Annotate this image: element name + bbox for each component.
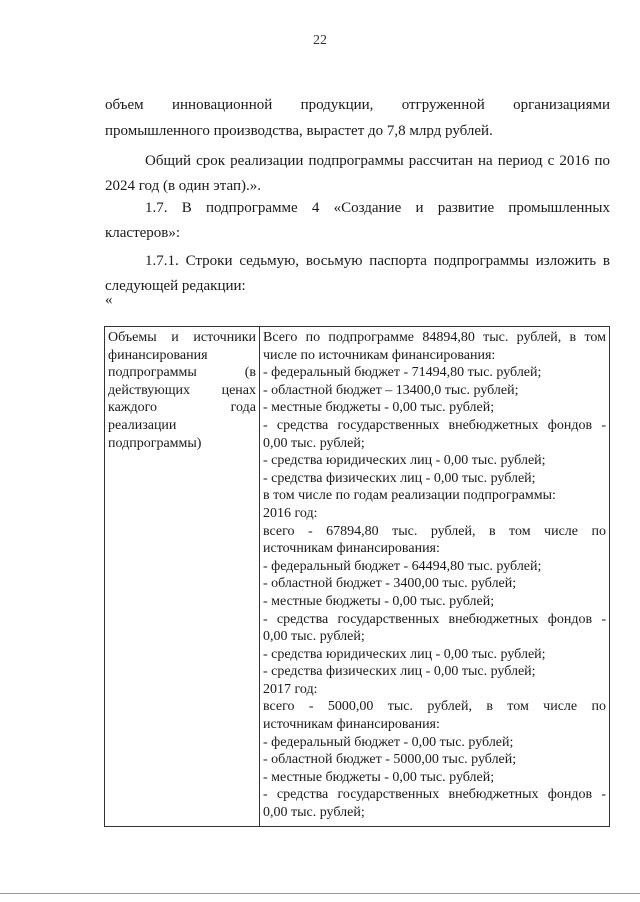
paragraph-line: кластеров»: [105, 225, 181, 241]
content-line: - местные бюджеты - 0,00 тыс. рублей; [263, 400, 495, 416]
label-line: каждого года [108, 400, 256, 416]
open-quote: « [105, 292, 113, 308]
paragraph-line: 1.7. В подпрограмме 4 «Создание и развитие промышленных [145, 200, 610, 216]
content-line: 0,00 тыс. рублей; [263, 435, 365, 451]
content-line: в том числе по годам реализации подпрограммы: [263, 488, 556, 504]
table-row [105, 327, 610, 827]
content-line: - местные бюджеты - 0,00 тыс. рублей; [263, 769, 495, 785]
content-line: - средства физических лиц - 0,00 тыс. рублей; [263, 664, 536, 680]
content-line: Всего по подпрограмме 84894,80 тыс. рублей, в том [263, 330, 606, 345]
content-line: 2017 год: [263, 681, 318, 697]
label-line: подпрограммы (в [108, 365, 256, 381]
label-cell [105, 327, 260, 827]
content-line: - областной бюджет – 13400,0 тыс. рублей; [263, 382, 519, 398]
content-line: - областной бюджет - 5000,00 тыс. рублей; [263, 752, 517, 768]
content-line: 0,00 тыс. рублей; [263, 805, 365, 821]
content-cell [260, 327, 610, 827]
content-line: всего - 67894,80 тыс. рублей, в том числе по [263, 523, 606, 539]
content-line: источникам финансирования: [263, 541, 440, 557]
content-line: - средства юридических лиц - 0,00 тыс. рублей; [263, 646, 546, 662]
content-line: - средства юридических лиц - 0,00 тыс. рублей; [263, 453, 546, 469]
paragraph-line: Общий срок реализации подпрограммы рассчитан на период с 2016 по [145, 153, 610, 169]
content-line: - федеральный бюджет - 71494,80 тыс. рублей; [263, 365, 542, 381]
passport-table [104, 326, 610, 827]
label-line: финансирования [108, 347, 208, 363]
content-line: всего - 5000,00 тыс. рублей, в том числе по [263, 699, 606, 715]
page-bottom-rule [0, 893, 640, 894]
paragraph-line: следующей редакции: [105, 278, 246, 294]
content-line: источникам финансирования: [263, 717, 440, 733]
content-line: - областной бюджет - 3400,00 тыс. рублей; [263, 576, 517, 592]
content-line: - местные бюджеты - 0,00 тыс. рублей; [263, 593, 495, 609]
content-line: - федеральный бюджет - 64494,80 тыс. рублей; [263, 558, 542, 574]
label-line: подпрограммы) [108, 435, 202, 451]
label-line: реализации [108, 417, 177, 433]
paragraph-line: промышленного производства, вырастет до 7,8 млрд рублей. [105, 123, 493, 139]
label-line: действующих ценах [108, 382, 256, 398]
label-line: Объемы и источники [108, 330, 256, 345]
content-line: 2016 год: [263, 505, 318, 521]
paragraph-line: 1.7.1. Строки седьмую, восьмую паспорта подпрограммы изложить в [145, 253, 610, 269]
content-line: - средства государственных внебюджетных фондов - [263, 611, 606, 627]
content-line: - средства государственных внебюджетных фондов - [263, 417, 606, 433]
content-line: числе по источникам финансирования: [263, 347, 496, 363]
paragraph-line: 2024 год (в один этап).». [105, 178, 261, 194]
content-line: - федеральный бюджет - 0,00 тыс. рублей; [263, 734, 514, 750]
content-line: - средства физических лиц - 0,00 тыс. рублей; [263, 470, 536, 486]
paragraph-line: объем инновационной продукции, отгруженной организациями [105, 97, 610, 113]
page-number: 22 [313, 33, 327, 48]
content-line: - средства государственных внебюджетных фондов - [263, 787, 606, 803]
content-line: 0,00 тыс. рублей; [263, 629, 365, 645]
